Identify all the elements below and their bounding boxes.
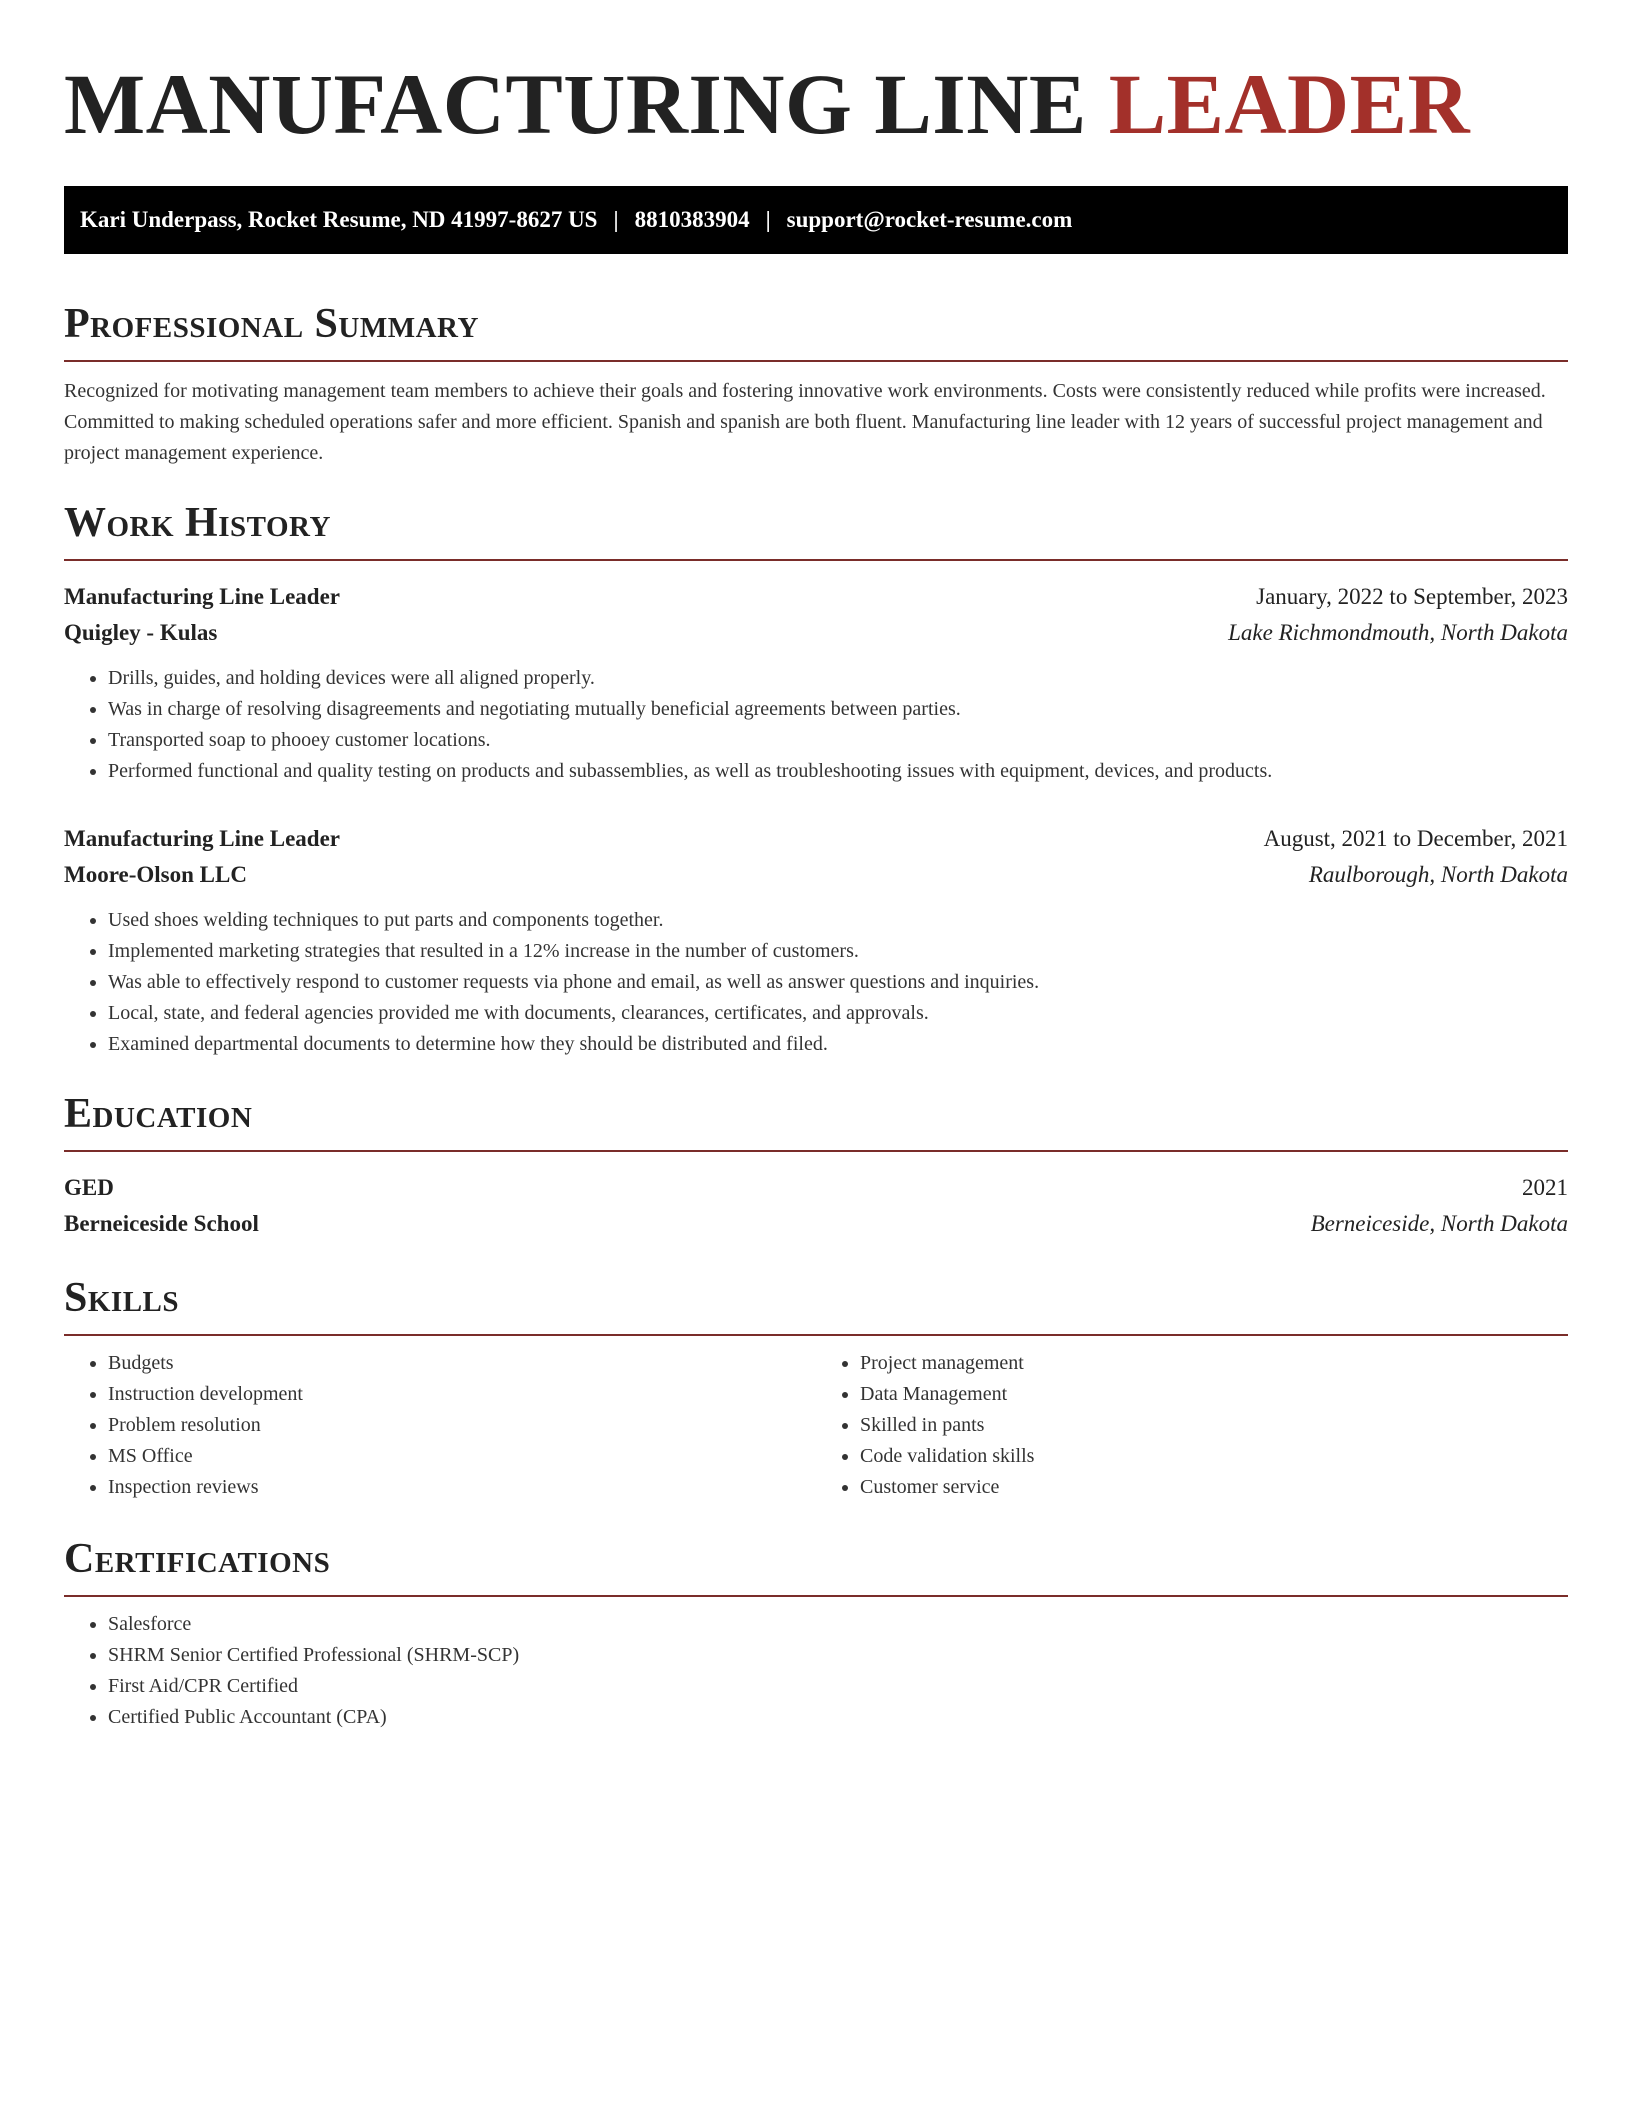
job-bullet: • Transported soap to phooey customer locations. [108, 725, 1568, 756]
job-bullets [64, 663, 1568, 787]
certification-list [64, 1609, 1568, 1733]
contact-separator: | [613, 207, 619, 232]
education-section [64, 1088, 1568, 1242]
skill-item: • Project management [860, 1348, 1568, 1379]
certification-item: • Certified Public Accountant (CPA) [108, 1702, 1568, 1733]
contact-email[interactable]: support@rocket-resume.com [786, 207, 1073, 232]
job-bullet: • Was able to effectively respond to customer requests via phone and email, as well as answer questions and inquiries. [108, 967, 1568, 998]
section-heading: Professional Summary [64, 298, 1568, 362]
skill-item: • Code validation skills [860, 1441, 1568, 1472]
job-bullet: • Used shoes welding techniques to put parts and components together. [108, 905, 1568, 936]
skills-grid [64, 1348, 1568, 1503]
job-bullets [64, 905, 1568, 1060]
skill-item: • MS Office [108, 1441, 816, 1472]
job-bullet: • Examined departmental documents to determine how they should be distributed and filed. [108, 1029, 1568, 1060]
skill-item: • Customer service [860, 1472, 1568, 1503]
job-company: Quigley - Kulas [64, 620, 218, 645]
job-location: Lake Richmondmouth, North Dakota [1228, 620, 1568, 645]
job-company: Moore-Olson LLC [64, 862, 247, 887]
summary-text: Recognized for motivating management team members to achieve their goals and fostering innovative work environments. Costs were consistently reduced while profits were increased. Committed to making scheduled operations safer and more efficient. Spanish and spanish are both fluent. Manufacturing line leader with 12 years of successful project management and project management experience. [64, 380, 1546, 464]
job-dates: August, 2021 to December, 2021 [1263, 826, 1568, 851]
job-role: Manufacturing Line Leader [64, 584, 340, 609]
certification-item: • SHRM Senior Certified Professional (SHRM-SCP) [108, 1640, 1568, 1671]
education-location: Berneiceside, North Dakota [1310, 1211, 1568, 1236]
job-bullet: • Implemented marketing strategies that resulted in a 12% increase in the number of customers. [108, 936, 1568, 967]
education-degree: GED [64, 1175, 114, 1200]
job-dates: January, 2022 to September, 2023 [1256, 584, 1568, 609]
skill-item: • Data Management [860, 1379, 1568, 1410]
job-bullet: • Was in charge of resolving disagreements and negotiating mutually beneficial agreements between parties. [108, 694, 1568, 725]
job-entry [64, 821, 1568, 1060]
section-heading: Education [64, 1088, 1568, 1152]
skills-column-left [64, 1348, 816, 1503]
summary-section [64, 298, 1568, 469]
skill-item: • Budgets [108, 1348, 816, 1379]
job-location: Raulborough, North Dakota [1308, 862, 1568, 887]
job-bullet: • Local, state, and federal agencies provided me with documents, clearances, certificates, and approvals. [108, 998, 1568, 1029]
section-heading: Work History [64, 497, 1568, 561]
education-year: 2021 [1522, 1175, 1568, 1200]
skill-item: • Inspection reviews [108, 1472, 816, 1503]
skills-section [64, 1272, 1568, 1503]
job-bullet: • Drills, guides, and holding devices were all aligned properly. [108, 663, 1568, 694]
contact-bar [64, 186, 1568, 254]
skill-item: • Instruction development [108, 1379, 816, 1410]
job-entry [64, 579, 1568, 787]
certification-item: • Salesforce [108, 1609, 1568, 1640]
skill-item: • Problem resolution [108, 1410, 816, 1441]
resume-title [64, 56, 1568, 152]
title-accent: LEADER [1108, 56, 1471, 152]
title-main: MANUFACTURING LINE [64, 56, 1087, 152]
skills-column-right [816, 1348, 1568, 1503]
job-role: Manufacturing Line Leader [64, 826, 340, 851]
work-history-section [64, 497, 1568, 1060]
section-heading: Skills [64, 1272, 1568, 1336]
contact-separator: | [765, 207, 771, 232]
skill-item: • Skilled in pants [860, 1410, 1568, 1441]
contact-address: Kari Underpass, Rocket Resume, ND 41997-8627 US [80, 207, 598, 232]
job-bullet: • Performed functional and quality testing on products and subassemblies, as well as troubleshooting issues with equipment, devices, and products. [108, 756, 1568, 787]
contact-phone[interactable]: 8810383904 [634, 207, 750, 232]
certification-item: • First Aid/CPR Certified [108, 1671, 1568, 1702]
education-entry [64, 1170, 1568, 1242]
section-heading: Certifications [64, 1533, 1568, 1597]
certifications-section [64, 1533, 1568, 1733]
education-school: Berneiceside School [64, 1211, 259, 1236]
